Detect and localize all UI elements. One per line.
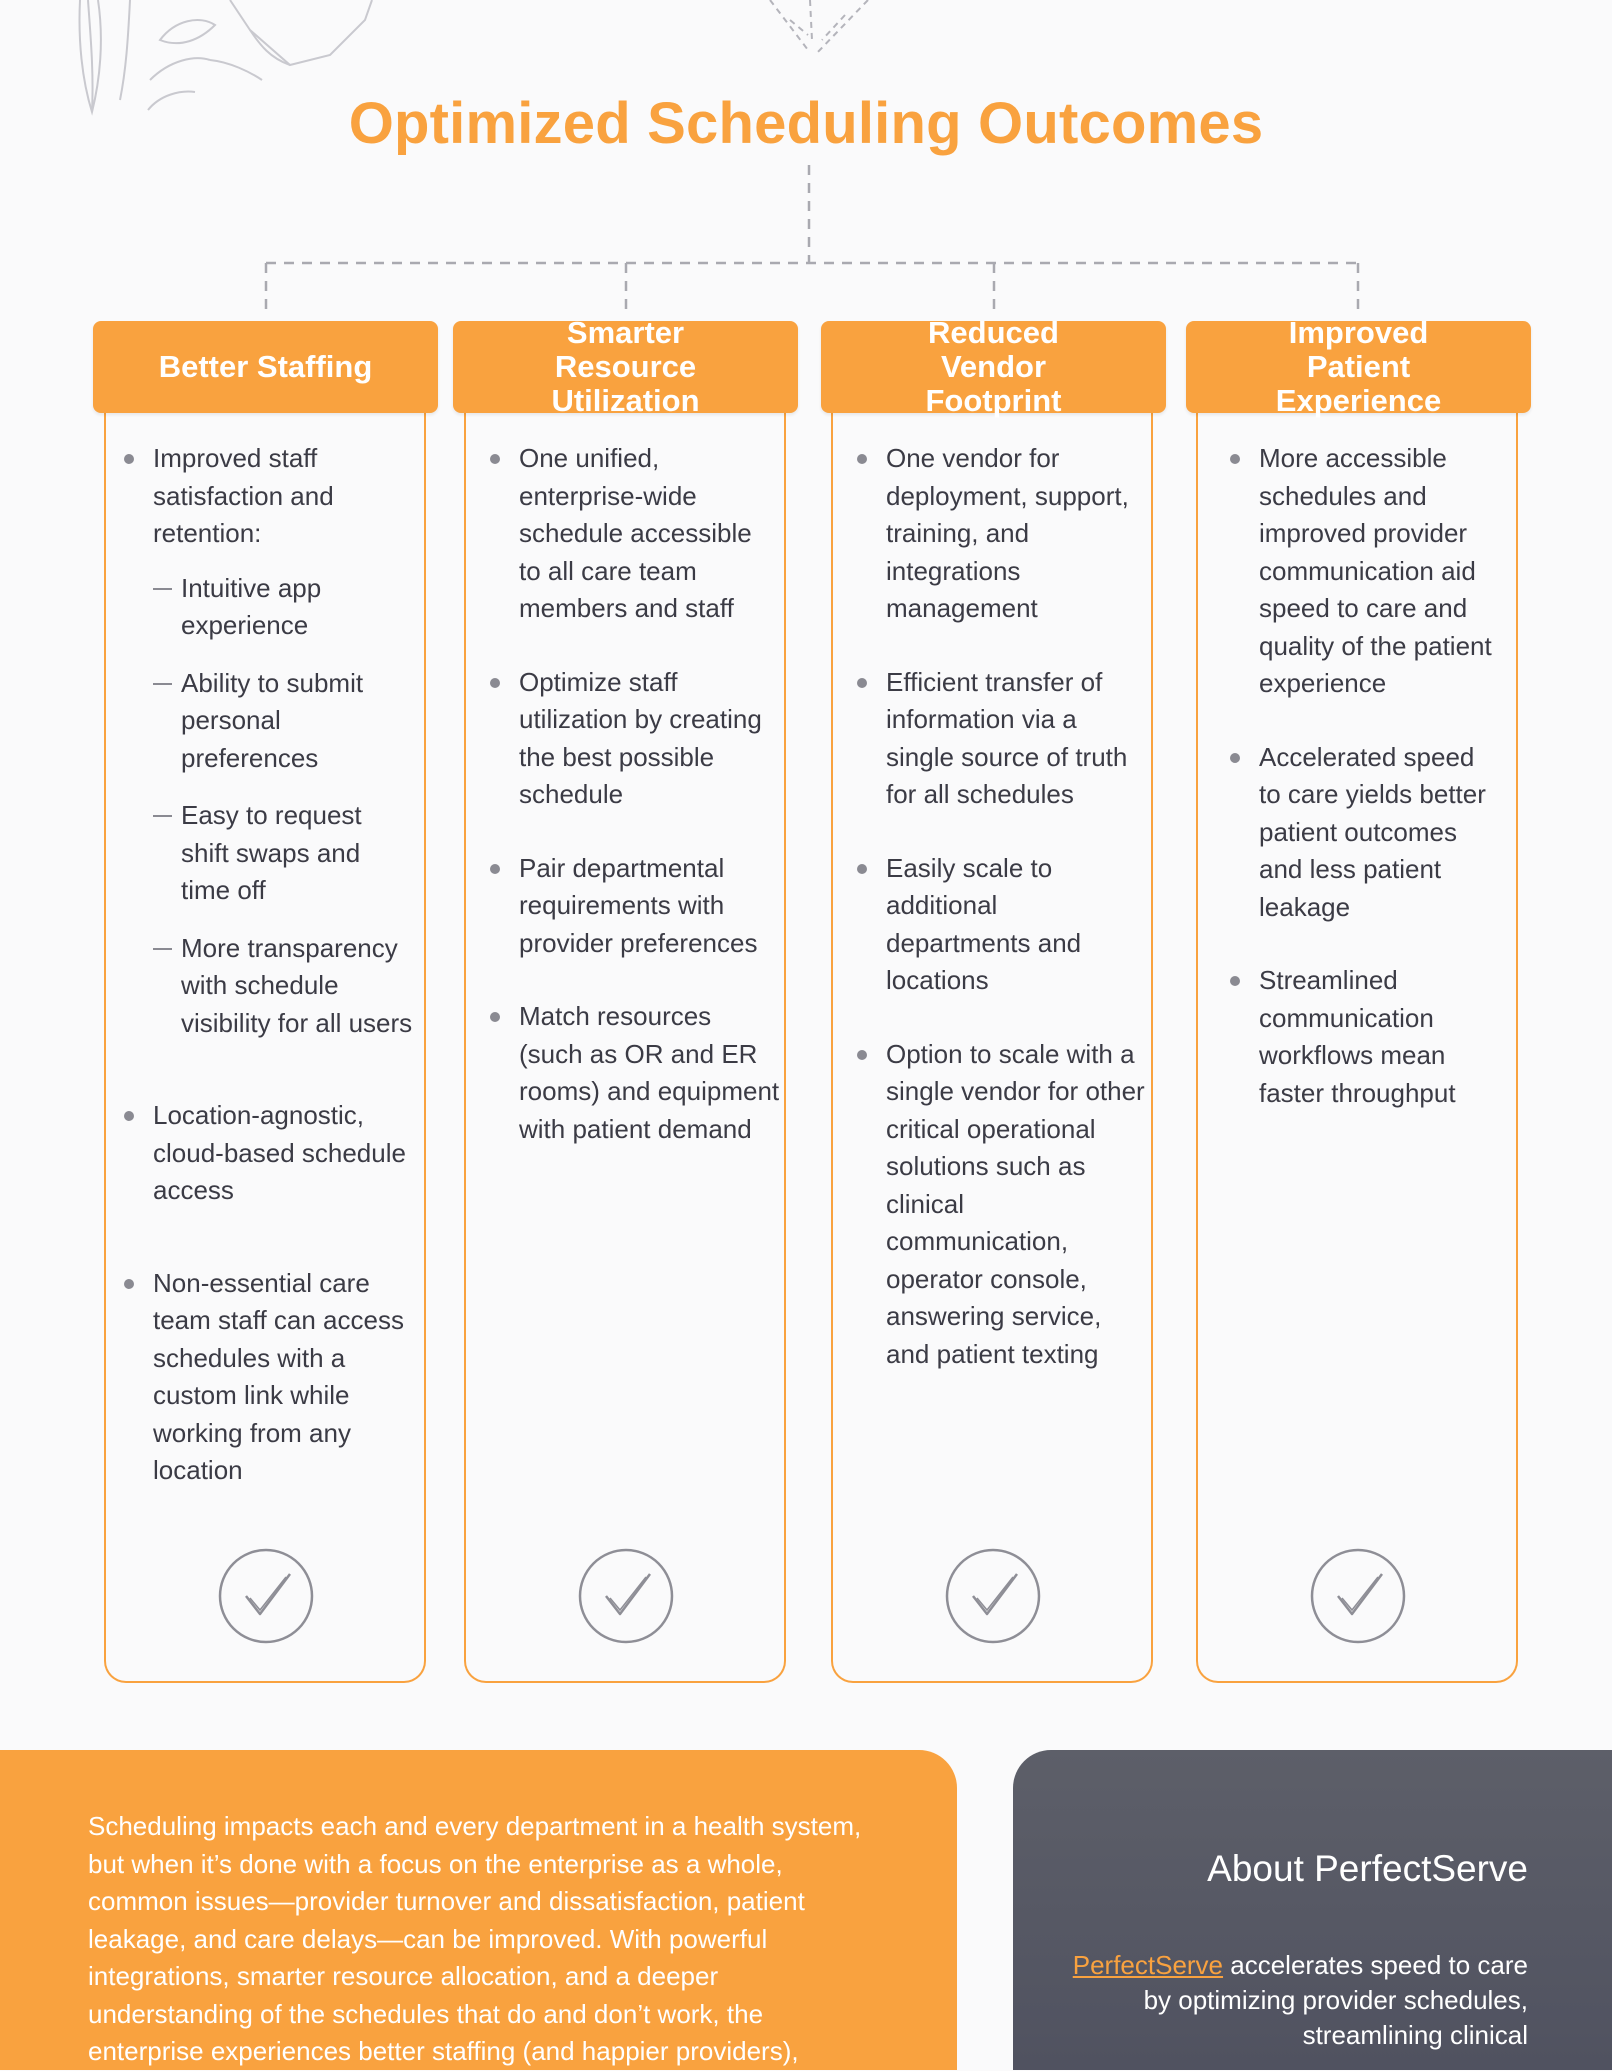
- sub-list-item: Easy to request shift swaps and time off: [153, 797, 414, 910]
- resource-utilization-list: [490, 440, 780, 1148]
- bullet-text: Improved staff satisfaction and retention:: [153, 443, 334, 548]
- list-item: Streamlined communication workflows mean faster throughput: [1230, 962, 1498, 1112]
- sub-list: [153, 570, 414, 1043]
- check-circle-icon: [943, 1546, 1043, 1646]
- patient-experience-list: [1230, 440, 1498, 1112]
- list-item: Location-agnostic, cloud-based schedule access: [124, 1097, 414, 1210]
- about-title: About PerfectServe: [1207, 1848, 1528, 1889]
- column-header-vendor-footprint: Reduced Vendor Footprint: [821, 321, 1166, 413]
- sub-list-item: More transparency with schedule visibility for all users: [153, 930, 414, 1043]
- list-item: One unified, enterprise-wide schedule accessible to all care team members and staff: [490, 440, 780, 628]
- list-item: Non-essential care team staff can access schedules with a custom link while working from any location: [124, 1265, 414, 1490]
- about-body: accelerates speed to care by optimizing provider schedules, streamlining clinical: [1143, 1950, 1528, 2050]
- perfectserve-link[interactable]: PerfectServe: [1072, 1950, 1224, 1980]
- column-header-resource-utilization: Smarter Resource Utilization: [453, 321, 798, 413]
- list-item: Accelerated speed to care yields better patient outcomes and less patient leakage: [1230, 739, 1498, 927]
- list-item: Easily scale to additional departments and locations: [857, 850, 1149, 1000]
- vendor-footprint-list: [857, 440, 1149, 1373]
- list-item: [124, 440, 414, 1042]
- page-title: Optimized Scheduling Outcomes: [348, 91, 1264, 156]
- list-item: Match resources (such as OR and ER rooms) and equipment with patient demand: [490, 998, 780, 1148]
- list-item: Efficient transfer of information via a single source of truth for all schedules: [857, 664, 1149, 814]
- sub-list-item: Ability to submit personal preferences: [153, 665, 414, 778]
- column-header-patient-experience: Improved Patient Experience: [1186, 321, 1531, 413]
- about-text: [1060, 1948, 1528, 2053]
- check-circle-icon: [576, 1546, 676, 1646]
- column-header-better-staffing: Better Staffing: [93, 321, 438, 413]
- sub-list-item: Intuitive app experience: [153, 570, 414, 645]
- list-item: Pair departmental requirements with provider preferences: [490, 850, 780, 963]
- list-item: More accessible schedules and improved provider communication aid speed to care and quality of the patient experience: [1230, 440, 1498, 703]
- better-staffing-list: [124, 440, 414, 1490]
- list-item: Option to scale with a single vendor for other critical operational solutions such as clinical communication, operator console, answering service, and patient texting: [857, 1036, 1149, 1374]
- list-item: One vendor for deployment, support, training, and integrations management: [857, 440, 1149, 628]
- check-circle-icon: [216, 1546, 316, 1646]
- list-item: Optimize staff utilization by creating the best possible schedule: [490, 664, 780, 814]
- summary-text: Scheduling impacts each and every department in a health system, but when it’s done with a focus on the enterprise as a whole, common issues—provider turnover and dissatisfaction, patient leakage, and care delays—can be improved. With powerful integrations, smarter resource allocation, and a deeper understanding of the schedules that do and don’t work, the enterprise experiences better staffing (and happier providers),: [88, 1811, 862, 2066]
- connector-lines: [0, 0, 1612, 320]
- check-circle-icon: [1308, 1546, 1408, 1646]
